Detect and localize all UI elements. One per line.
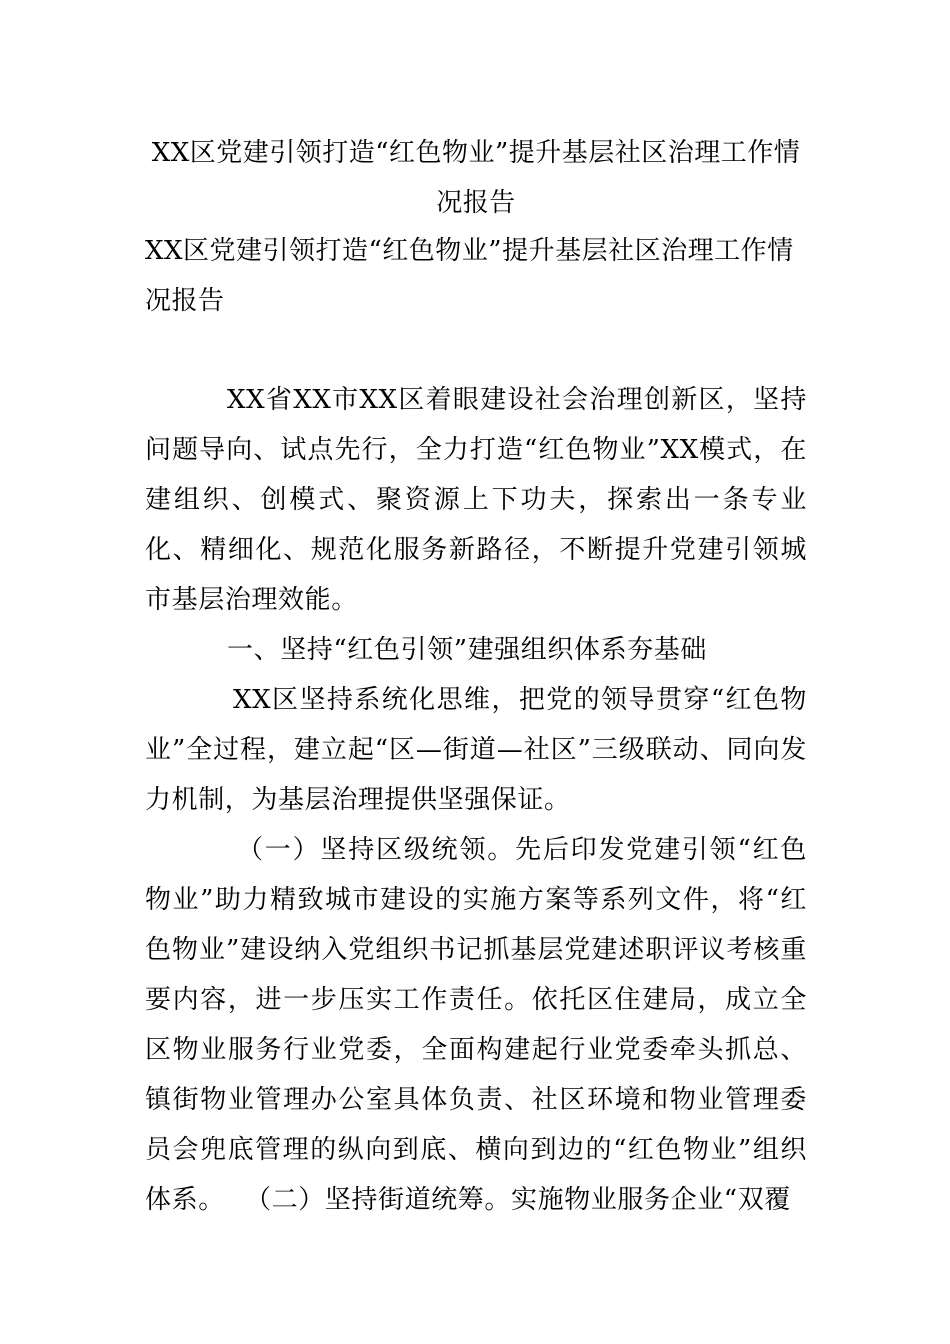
subsection-1-paragraph: （一）坚持区级统领。先后印发党建引领“红色物业”助力精致城市建设的实施方案等系列文件，将“红色物业”建设纳入党组织书记抓基层党建述职评议考核重要内容，进一步压实工作责任。依托区住建局，成立全区物业服务行业党委，全面构建起行业党委牵头抓总、镇街物业管理办公室具体负责、社区环境和物业管理委员会兜底管理的纵向到底、横向到边的“红色物业”组织体系。 xyxy=(145,835,807,1215)
section-heading-1: 一、坚持“红色引领”建强组织体系夯基础 xyxy=(227,635,707,665)
subsection-2-paragraph: （二）坚持街道统筹。实施物业服务企业“双覆 xyxy=(245,1185,791,1215)
document-title-repeat: XX区党建引领打造“红色物业”提升基层社区治理工作情况报告 xyxy=(145,236,794,316)
document-title: XX区党建引领打造“红色物业”提升基层社区治理工作情况报告 xyxy=(151,138,801,218)
intro-paragraph: XX省XX市XX区着眼建设社会治理创新区，坚持问题导向、试点先行，全力打造“红色物业”XX模式，在建组织、创模式、聚资源上下功夫，探索出一条专业化、精细化、规范化服务新路径，不断提升党建引领城市基层治理效能。 xyxy=(145,385,807,615)
section-1-paragraph: XX区坚持系统化思维，把党的领导贯穿“红色物业”全过程，建立起“区—街道—社区”三级联动、同向发力机制，为基层治理提供坚强保证。 xyxy=(145,685,807,815)
